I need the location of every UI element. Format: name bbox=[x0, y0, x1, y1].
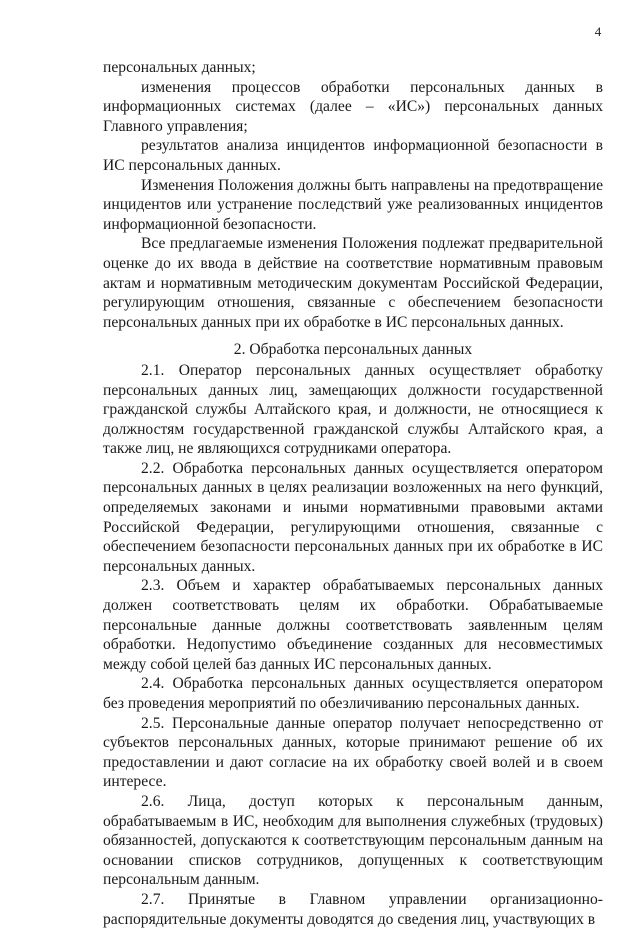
paragraph-intro-4: Изменения Положения должны быть направлены на предотвращение инцидентов или устранение последствий уже реализованных инцидентов информационной безопасности. bbox=[103, 176, 603, 233]
paragraph-2-3: 2.3. Объем и характер обрабатываемых персональных данных должен соответствовать целям их обработки. Обрабатываемые персональные данные должны соответствовать заявленным целям обработки. Недопустимо объединение созданных для несовместимых между собой целей баз данных ИС персональных данных. bbox=[103, 577, 603, 673]
paragraph-intro-1: персональных данных; bbox=[103, 59, 256, 76]
page-number: 4 bbox=[594, 24, 602, 39]
paragraph-intro-5: Все предлагаемые изменения Положения подлежат предварительной оценке до их ввода в действие на соответствие нормативным правовым актам и нормативным методическим документам Российской Федерации, регулирующим отношения, связанные с обеспечением безопасности персональных данных при их обработке в ИС персональных данных. bbox=[103, 235, 603, 331]
paragraph-2-7: 2.7. Принятые в Главном управлении организационно-распорядительные документы доводятся до сведения лиц, участвующих в bbox=[103, 890, 603, 928]
paragraph-2-1: 2.1. Оператор персональных данных осуществляет обработку персональных данных лиц, замещающих должности государственной гражданской службы Алтайского края, и должности, не относящиеся к должностям государственной гражданской службы Алтайского края, а также лиц, не являющихся сотрудниками оператора. bbox=[103, 361, 603, 458]
section-heading: 2. Обработка персональных данных bbox=[233, 341, 473, 359]
paragraph-2-4: 2.4. Обработка персональных данных осуществляется оператором без проведения мероприятий по обезличиванию персональных данных. bbox=[103, 675, 603, 712]
document-body bbox=[103, 58, 603, 929]
paragraph-2-6: 2.6. Лица, доступ которых к персональным данным, обрабатываемым в ИС, необходим для выполнения служебных (трудовых) обязанностей, допускаются к соответствующим персональным данным на основании списков сотрудников, допущенных к соответствующим персональным данным. bbox=[103, 792, 603, 889]
paragraph-intro-3: результатов анализа инцидентов информационной безопасности в ИС персональных данных. bbox=[103, 137, 603, 174]
paragraph-2-5: 2.5. Персональные данные оператор получает непосредственно от субъектов персональных данных, которые принимают решение об их предоставлении и дают согласие на их обработку своей волей и в своем интересе. bbox=[103, 714, 603, 791]
paragraph-2-2: 2.2. Обработка персональных данных осуществляется оператором персональных данных в целях реализации возложенных на него функций, определяемых законами и иными нормативными правовыми актами Российской Федерации, регулирующими отношения, связанные с обеспечением безопасности персональных данных при их обработке в ИС персональных данных. bbox=[103, 459, 603, 575]
paragraph-intro-2: изменения процессов обработки персональных данных в информационных системах (далее – «ИС») персональных данных Главного управления; bbox=[103, 78, 603, 135]
